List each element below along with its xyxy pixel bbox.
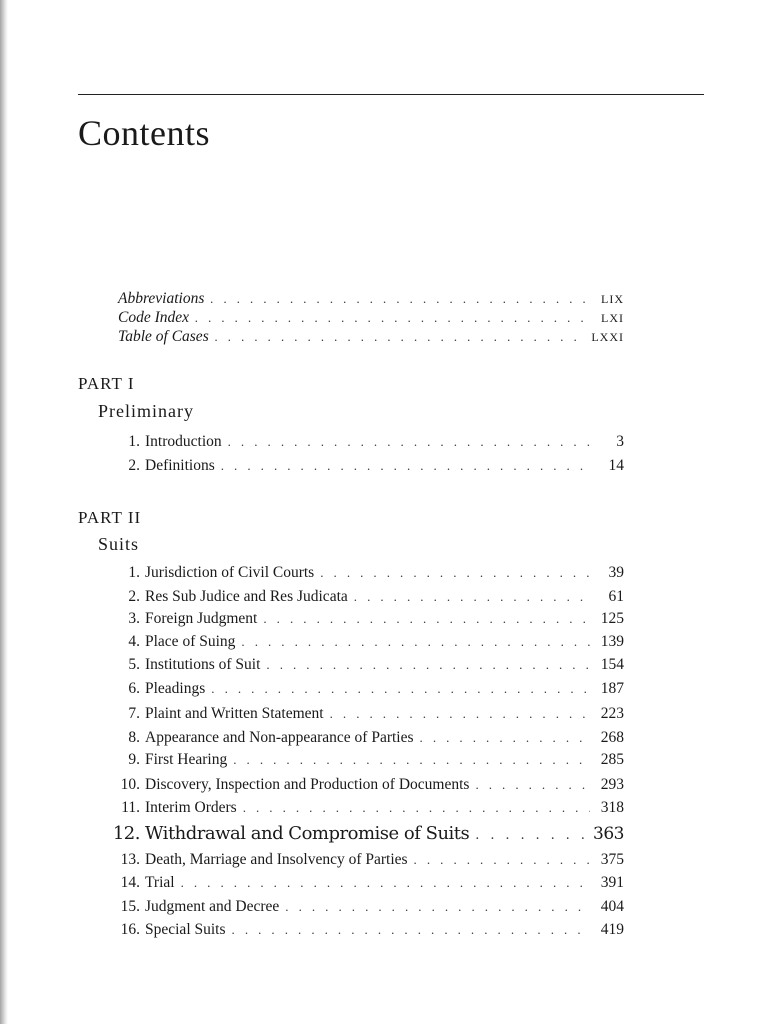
toc-entry-foreign-judgment[interactable]	[110, 610, 624, 628]
dot-leader	[330, 706, 590, 722]
toc-entry-code-index[interactable]	[118, 309, 624, 327]
dot-leader	[420, 730, 590, 746]
part-title-1: Preliminary	[98, 401, 194, 421]
toc-entry-label: Special Suits	[145, 921, 226, 938]
chapter-number: 7.	[128, 705, 140, 722]
toc-entry-label: Discovery, Inspection and Production of Documents	[145, 776, 470, 793]
toc-entry-label: Code Index	[118, 309, 190, 326]
toc-entry-page: 419	[600, 921, 624, 938]
toc-entry-page: 375	[600, 851, 624, 868]
chapter-number: 2.	[128, 457, 140, 474]
toc-entry-table-of-cases[interactable]	[118, 328, 624, 346]
dot-leader	[475, 828, 587, 843]
dot-leader	[211, 681, 590, 697]
toc-entry-withdrawal[interactable]	[110, 823, 624, 844]
dot-leader	[285, 899, 590, 915]
chapter-number: 4.	[128, 633, 140, 650]
toc-entry-label: Abbreviations	[118, 290, 205, 307]
dot-leader	[233, 752, 590, 768]
dot-leader	[354, 589, 590, 605]
chapter-number: 2.	[128, 588, 140, 605]
toc-entry-label: Withdrawal and Compromise of Suits	[145, 823, 470, 844]
dot-leader	[215, 329, 586, 345]
toc-entry-label: Plaint and Written Statement	[145, 705, 324, 722]
toc-entry-trial[interactable]	[110, 874, 624, 892]
toc-entry-page: 39	[608, 564, 624, 581]
toc-entry-appearance[interactable]	[110, 729, 624, 747]
toc-entry-page: 391	[600, 874, 624, 891]
toc-entry-definitions[interactable]	[110, 457, 624, 475]
toc-entry-page: 154	[600, 656, 624, 673]
toc-entry-label: Res Sub Judice and Res Judicata	[145, 588, 348, 605]
toc-entry-label: Foreign Judgment	[145, 610, 258, 627]
chapter-number: 6.	[128, 680, 140, 697]
toc-entry-page: 293	[600, 776, 624, 793]
toc-entry-label: Appearance and Non-appearance of Parties	[145, 729, 414, 746]
toc-entry-label: Table of Cases	[118, 328, 209, 345]
toc-entry-introduction[interactable]	[110, 433, 624, 451]
toc-entry-page: LIX	[601, 292, 624, 306]
toc-entry-discovery[interactable]	[110, 776, 624, 794]
chapter-number: 14.	[120, 874, 140, 891]
toc-entry-page: LXXI	[591, 330, 624, 344]
toc-entry-page: 268	[600, 729, 624, 746]
toc-entry-label: Jurisdiction of Civil Courts	[145, 564, 315, 581]
chapter-number: 10.	[120, 776, 140, 793]
dot-leader	[414, 852, 590, 868]
dot-leader	[263, 611, 590, 627]
part-label-1: PART I	[78, 374, 135, 393]
dot-leader	[475, 777, 590, 793]
toc-entry-page: 318	[600, 799, 624, 816]
toc-entry-res-sub-judice[interactable]	[110, 588, 624, 606]
toc-entry-page: 404	[600, 898, 624, 915]
toc-entry-page: 139	[600, 633, 624, 650]
toc-entry-label: Definitions	[145, 457, 215, 474]
chapter-number: 5.	[128, 656, 140, 673]
toc-entry-special-suits[interactable]	[110, 921, 624, 939]
top-rule	[78, 94, 704, 95]
toc-entry-label: Interim Orders	[145, 799, 237, 816]
toc-entry-page: 187	[600, 680, 624, 697]
toc-entry-abbreviations[interactable]	[118, 290, 624, 308]
toc-entry-page: 223	[600, 705, 624, 722]
toc-entry-label: Death, Marriage and Insolvency of Parties	[145, 851, 408, 868]
chapter-number: 12.	[112, 823, 140, 844]
chapter-number: 16.	[120, 921, 140, 938]
dot-leader	[181, 875, 590, 891]
toc-entry-label: Judgment and Decree	[145, 898, 280, 915]
toc-entry-page: 363	[593, 824, 624, 844]
toc-entry-label: Trial	[145, 874, 175, 891]
dot-leader	[241, 634, 590, 650]
toc-entry-interim-orders[interactable]	[110, 799, 624, 817]
toc-entry-pleadings[interactable]	[110, 680, 624, 698]
dot-leader	[195, 310, 590, 326]
part-title-2: Suits	[98, 534, 140, 554]
toc-entry-page: LXI	[601, 311, 624, 325]
chapter-number: 9.	[128, 751, 140, 768]
chapter-number: 1.	[128, 564, 140, 581]
chapter-number: 11.	[121, 799, 140, 816]
toc-entry-page: 14	[608, 457, 624, 474]
toc-entry-label: First Hearing	[145, 751, 228, 768]
dot-leader	[320, 565, 590, 581]
toc-entry-label: Pleadings	[145, 680, 206, 697]
toc-entry-page: 61	[608, 588, 624, 605]
toc-entry-institutions-of-suit[interactable]	[110, 656, 624, 674]
scan-edge	[0, 0, 8, 1024]
toc-entry-jurisdiction[interactable]	[110, 564, 624, 582]
dot-leader	[221, 458, 590, 474]
chapter-number: 13.	[120, 851, 140, 868]
toc-entry-death-marriage[interactable]	[110, 851, 624, 869]
chapter-number: 3.	[128, 610, 140, 627]
dot-leader	[243, 800, 590, 816]
toc-entry-page: 3	[616, 433, 624, 450]
dot-leader	[266, 657, 590, 673]
toc-entry-first-hearing[interactable]	[110, 751, 624, 769]
chapter-number: 15.	[120, 898, 140, 915]
toc-entry-label: Introduction	[145, 433, 222, 450]
toc-entry-page: 125	[600, 610, 624, 627]
part-label-2: PART II	[78, 508, 142, 527]
toc-entry-judgment-decree[interactable]	[110, 898, 624, 916]
toc-entry-label: Institutions of Suit	[145, 656, 261, 673]
toc-entry-page: 285	[600, 751, 624, 768]
page-title: Contents	[78, 113, 211, 153]
toc-entry-plaint[interactable]	[110, 705, 624, 723]
dot-leader	[210, 291, 590, 307]
dot-leader	[228, 434, 590, 450]
dot-leader	[232, 922, 590, 938]
toc-entry-place-of-suing[interactable]	[110, 633, 624, 651]
chapter-number: 8.	[128, 729, 140, 746]
chapter-number: 1.	[128, 433, 140, 450]
toc-entry-label: Place of Suing	[145, 633, 236, 650]
